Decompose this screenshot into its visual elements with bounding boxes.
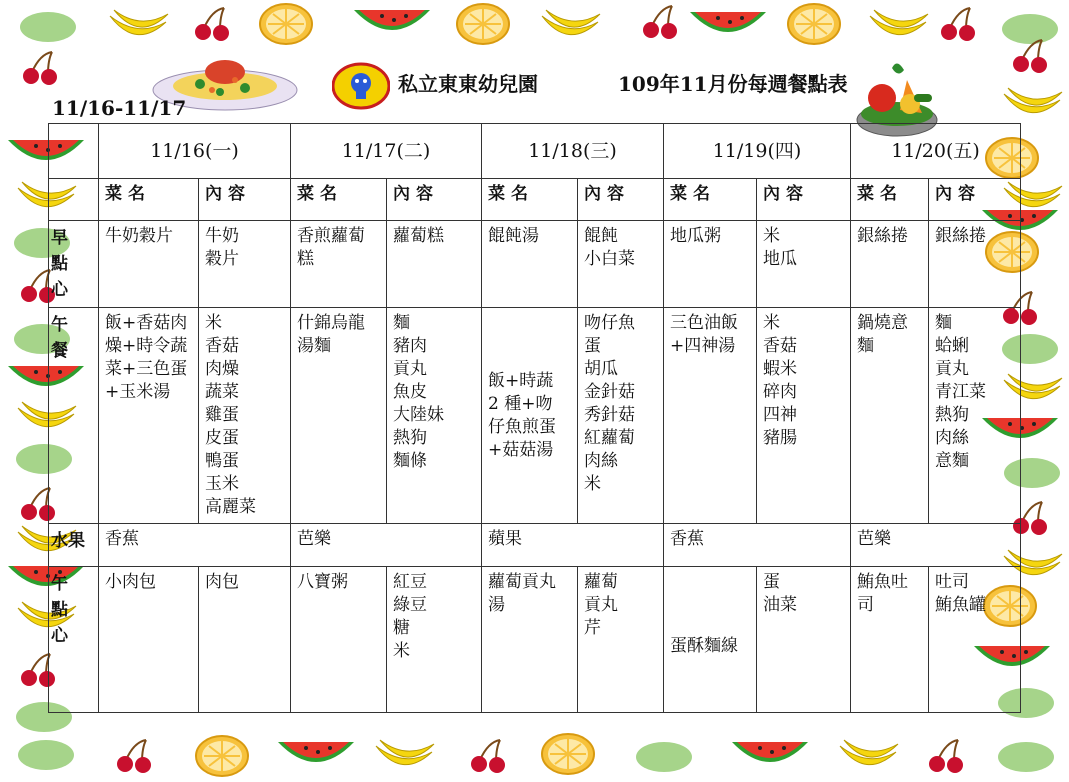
cherry-icon (112, 738, 158, 778)
breakfast-dish: 餛飩湯 (482, 221, 578, 308)
corner-cell (49, 124, 99, 179)
breakfast-content: 米 地瓜 (757, 221, 851, 308)
date-range: 11/16-11/17 (52, 96, 187, 120)
afternoon-dish: 小肉包 (99, 567, 199, 713)
watermelon-icon (730, 738, 810, 776)
lunch-dish: 什錦烏龍 湯麵 (291, 308, 387, 524)
day-header: 11/17(二) (291, 124, 482, 179)
afternoon-snack-label: 午 點 心 (49, 567, 99, 713)
menu-title: 109年11月份每週餐點表 (618, 72, 848, 96)
afternoon-content: 蘿蔔 貢丸 芹 (578, 567, 664, 713)
column-header-row (49, 179, 1021, 221)
lunch-content: 米 香菇 肉燥 蔬菜 雞蛋 皮蛋 鴨蛋 玉米 高麗菜 (199, 308, 291, 524)
afternoon-content: 紅豆 綠豆 糖 米 (387, 567, 482, 713)
afternoon-dish: 八寶粥 (291, 567, 387, 713)
banana-icon (1000, 84, 1064, 128)
lunch-content: 麵 豬肉 貢丸 魚皮 大陸妹 熱狗 麵條 (387, 308, 482, 524)
breakfast-dish: 牛奶穀片 (99, 221, 199, 308)
breakfast-dish: 銀絲捲 (851, 221, 929, 308)
watermelon-icon (352, 6, 432, 44)
dish-header: 菜名 (291, 179, 387, 221)
afternoon-dish: 蛋酥麵線 (664, 567, 757, 713)
lunch-dish: 飯+香菇肉 燥+時令蔬 菜+三色蛋 +玉米湯 (99, 308, 199, 524)
orange-slice-icon (540, 732, 596, 780)
lime-icon (996, 740, 1056, 778)
weekly-menu-table (48, 123, 1021, 713)
afternoon-dish: 鮪魚吐司 (851, 567, 929, 713)
watermelon-icon (688, 8, 768, 46)
banana-icon (866, 6, 930, 50)
afternoon-content: 吐司 鮪魚罐 (929, 567, 1021, 713)
cherry-icon (466, 738, 512, 778)
cherry-icon (924, 738, 970, 778)
breakfast-label: 早 點 心 (49, 221, 99, 308)
corner-cell (49, 179, 99, 221)
lunch-content: 吻仔魚 蛋 胡瓜 金針菇 秀針菇 紅蘿蔔 肉絲 米 (578, 308, 664, 524)
lunch-label: 午 餐 (49, 308, 99, 524)
school-name: 私立東東幼兒園 (398, 72, 538, 96)
fruit-cell: 香蕉 (99, 524, 291, 567)
dish-header: 菜名 (482, 179, 578, 221)
lunch-dish: 三色油飯 +四神湯 (664, 308, 757, 524)
cherry-icon (936, 6, 982, 46)
afternoon-dish: 蘿蔔貢丸 湯 (482, 567, 578, 713)
afternoon-content: 蛋 油菜 (757, 567, 851, 713)
banana-icon (372, 736, 436, 780)
day-header: 11/19(四) (664, 124, 851, 179)
breakfast-content: 牛奶 穀片 (199, 221, 291, 308)
watermelon-icon (276, 738, 356, 776)
cherry-icon (1008, 38, 1054, 78)
dish-header: 菜名 (851, 179, 929, 221)
afternoon-snack-row (49, 567, 1021, 713)
banana-icon (836, 736, 900, 780)
orange-slice-icon (455, 2, 511, 50)
lunch-row (49, 308, 1021, 524)
day-header: 11/16(一) (99, 124, 291, 179)
day-header: 11/20(五) (851, 124, 1021, 179)
dish-header: 菜名 (99, 179, 199, 221)
content-header: 內容 (387, 179, 482, 221)
content-header: 內容 (929, 179, 1021, 221)
lime-icon (634, 740, 694, 778)
cherry-icon (638, 4, 684, 44)
lunch-content: 麵 蛤蜊 貢丸 青江菜 熱狗 肉絲 意麵 (929, 308, 1021, 524)
fruit-cell: 芭樂 (291, 524, 482, 567)
fruit-label: 水果 (49, 524, 99, 567)
dish-header: 菜名 (664, 179, 757, 221)
content-header: 內容 (757, 179, 851, 221)
cherry-icon (18, 50, 64, 90)
breakfast-dish: 香煎蘿蔔 糕 (291, 221, 387, 308)
orange-slice-icon (786, 2, 842, 50)
content-header: 內容 (578, 179, 664, 221)
fruit-cell: 芭樂 (851, 524, 1021, 567)
breakfast-dish: 地瓜粥 (664, 221, 757, 308)
school-logo-icon (332, 62, 390, 110)
banana-icon (106, 6, 170, 50)
content-header: 內容 (199, 179, 291, 221)
breakfast-content: 蘿蔔糕 (387, 221, 482, 308)
breakfast-row (49, 221, 1021, 308)
cherry-icon (190, 6, 236, 46)
orange-slice-icon (258, 2, 314, 50)
lunch-dish: 飯+時蔬 2 種+吻 仔魚煎蛋 +菇菇湯 (482, 308, 578, 524)
fruit-cell: 蘋果 (482, 524, 664, 567)
breakfast-content: 銀絲捲 (929, 221, 1021, 308)
fruit-cell: 香蕉 (664, 524, 851, 567)
breakfast-content: 餛飩 小白菜 (578, 221, 664, 308)
fruit-row (49, 524, 1021, 567)
lunch-content: 米 香菇 蝦米 碎肉 四神 豬腸 (757, 308, 851, 524)
lime-icon (18, 10, 78, 48)
lime-icon (16, 738, 76, 776)
banana-icon (538, 6, 602, 50)
day-header-row (49, 124, 1021, 179)
day-header: 11/18(三) (482, 124, 664, 179)
afternoon-content: 肉包 (199, 567, 291, 713)
lunch-dish: 鍋燒意麵 (851, 308, 929, 524)
orange-slice-icon (194, 734, 250, 782)
